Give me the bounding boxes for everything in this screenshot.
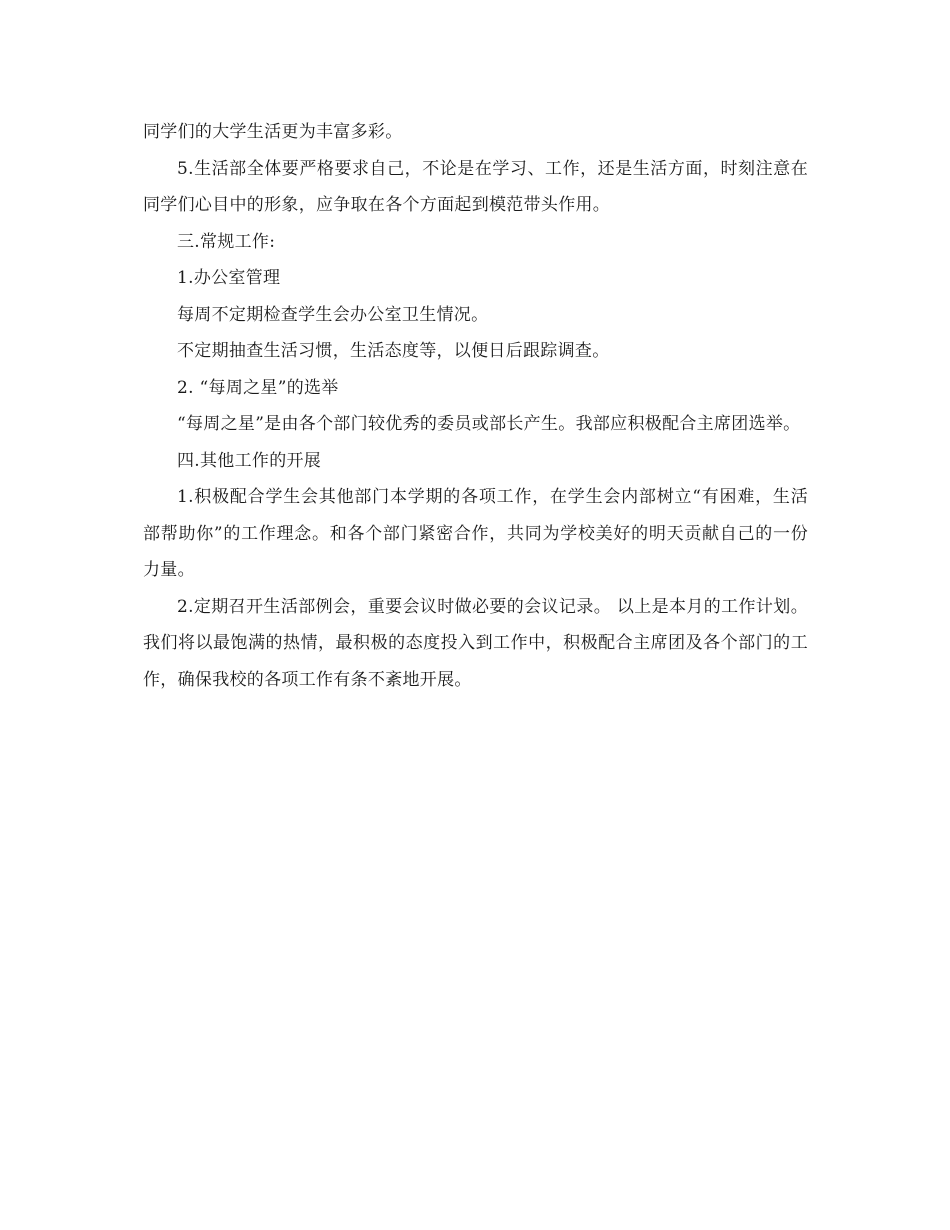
paragraph-continuation: 同学们的大学生活更为丰富多彩。 [143, 122, 403, 142]
paragraph-cooperation: 1.积极配合学生会其他部门本学期的各项工作，在学生会内部树立“有困难，生活部帮助你”的工作理念。和各个部门紧密合作，共同为学校美好的明天贡献自己的一份力量。 [143, 487, 808, 580]
section-heading-routine-work: 三.常规工作: [177, 231, 276, 252]
paragraph-office-hygiene: 每周不定期检查学生会办公室卫生情况。 [177, 304, 489, 325]
section-heading-other-work: 四.其他工作的开展 [177, 450, 322, 471]
subheading-weekly-star: 2. “每周之星”的选举 [177, 377, 339, 398]
paragraph-habit-check: 不定期抽查生活习惯，生活态度等，以便日后跟踪调查。 [177, 341, 610, 361]
paragraph-regular-meeting: 2.定期召开生活部例会，重要会议时做必要的会议记录。 以上是本月的工作计划。我们将以最饱满的热情，最积极的态度投入到工作中，积极配合主席团及各个部门的工作，确保我校的各项工作有条不紊地开展。 [143, 596, 808, 690]
subheading-office-management: 1.办公室管理 [177, 268, 281, 288]
document-body [143, 114, 808, 698]
paragraph-item-5: 5.生活部全体要严格要求自己，不论是在学习、工作，还是生活方面，时刻注意在同学们心目中的形象，应争取在各个方面起到模范带头作用。 [143, 158, 808, 215]
paragraph-weekly-star: “每周之星”是由各个部门较优秀的委员或部长产生。我部应积极配合主席团选举。 [177, 414, 801, 434]
